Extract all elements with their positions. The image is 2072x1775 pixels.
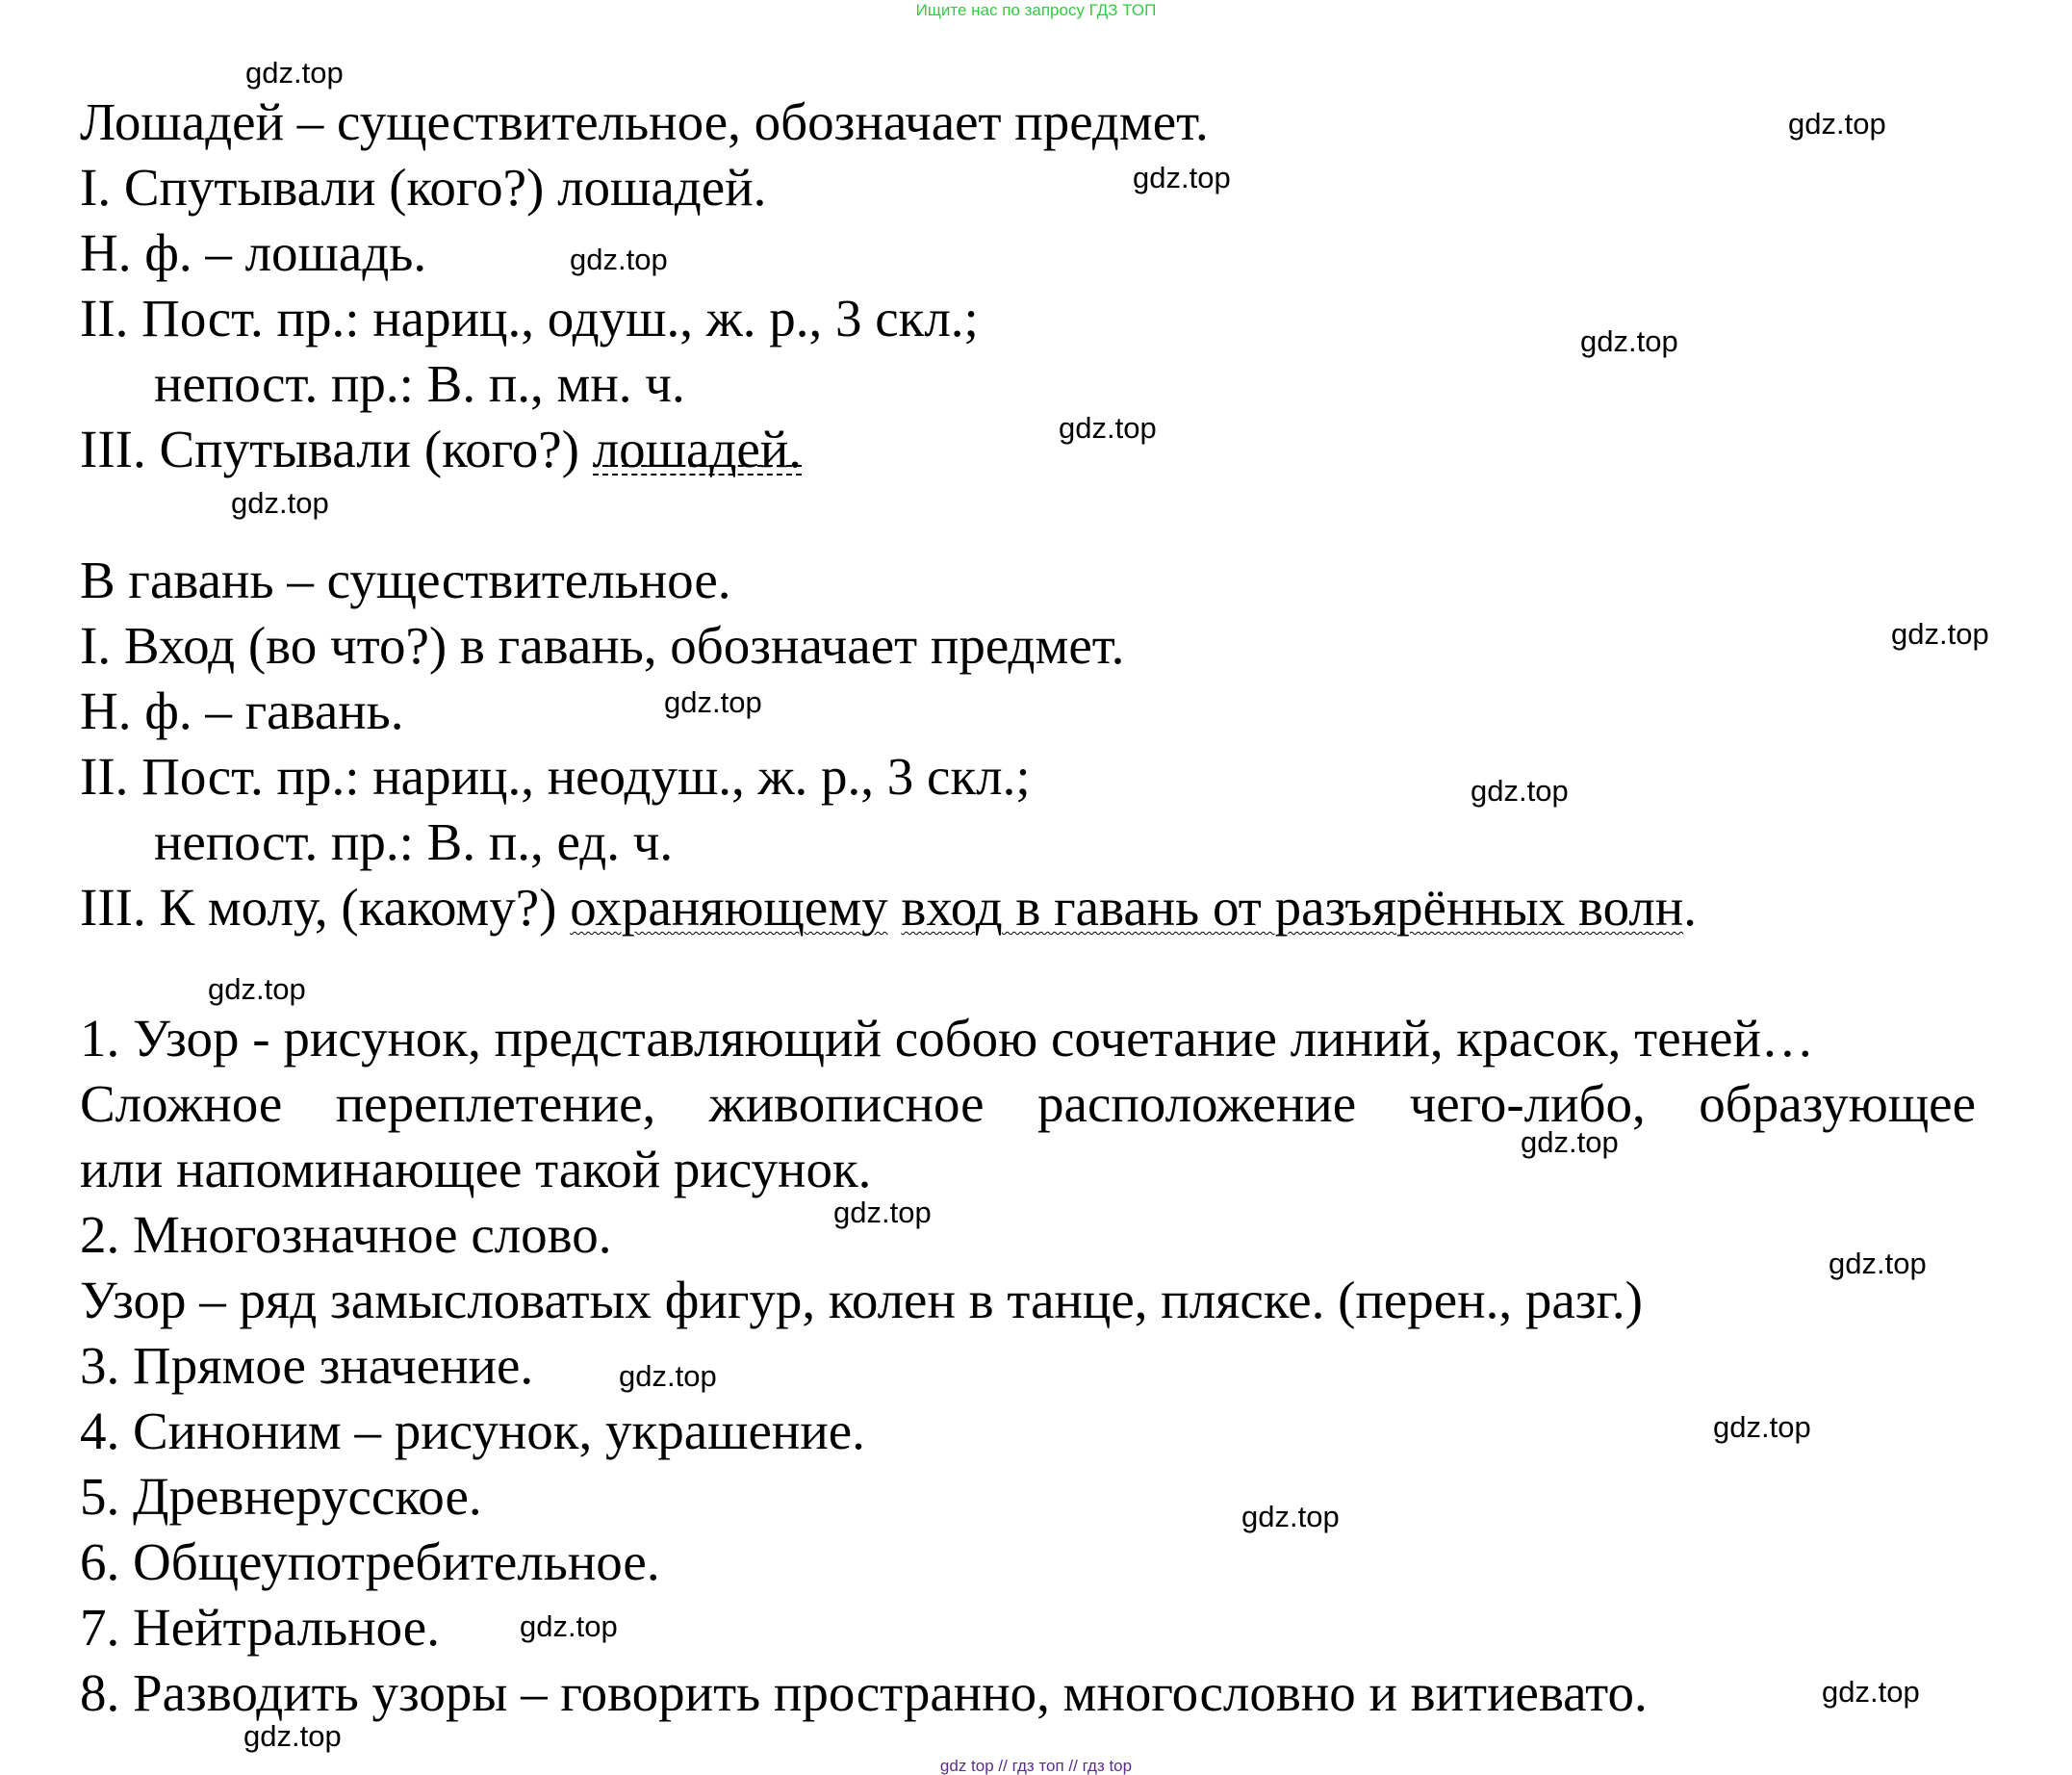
watermark: gdz.top [570, 243, 668, 276]
section2-title: В гавань – существительное. [80, 551, 731, 609]
watermark: gdz.top [1241, 1500, 1340, 1533]
section1-line-5 [80, 420, 802, 479]
wavy-underlined-phrase: вход в гавань от разъярённых волн [901, 878, 1684, 937]
watermark: gdz.top [1059, 411, 1157, 445]
watermark: gdz.top [1133, 161, 1231, 194]
watermark: gdz.top [1713, 1410, 1811, 1444]
section3-item-4: 4. Синоним – рисунок, украшение. [80, 1402, 865, 1460]
section3-item-7: 7. Нейтральное. [80, 1598, 440, 1657]
section1-line-5-prefix: III. Спутывали (кого?) [80, 420, 593, 478]
watermark: gdz.top [1829, 1247, 1927, 1280]
top-banner: Ищите нас по запросу ГДЗ ТОП [915, 1, 1157, 19]
section3-item-6: 6. Общеупотребительное. [80, 1532, 660, 1591]
watermark: gdz.top [1822, 1675, 1920, 1709]
wavy-underlined-word: охраняющему [570, 878, 888, 937]
watermark: gdz.top [243, 1719, 342, 1753]
section2-line-4: непост. пр.: В. п., ед. ч. [154, 812, 674, 871]
section2-line-1: I. Вход (во что?) в гавань, обозначает предмет. [80, 616, 1125, 675]
section3-item-1-line-1: 1. Узор - рисунок, представляющий собою сочетание линий, красок, теней… [80, 1009, 1814, 1068]
watermark: gdz.top [1521, 1125, 1619, 1159]
watermark: gdz.top [231, 486, 329, 520]
watermark: gdz.top [1891, 617, 1989, 651]
watermark: gdz.top [1788, 107, 1886, 141]
watermark: gdz.top [208, 972, 306, 1006]
section2-line-5-prefix: III. К молу, (какому?) [80, 878, 571, 937]
watermark: gdz.top [245, 56, 344, 90]
section1-line-3: II. Пост. пр.: нариц., одуш., ж. р., 3 скл.; [80, 289, 979, 347]
section1-line-2: Н. ф. – лошадь. [80, 223, 427, 282]
bottom-banner: gdz top // гдз топ // гдз top [939, 1757, 1133, 1775]
section1-line-4: непост. пр.: В. п., мн. ч. [154, 354, 685, 413]
section3-item-1-line-2: Сложное переплетение, живописное расположение чего-либо, образующее [80, 1074, 1976, 1133]
section3-item-1-line-3: или напоминающее такой рисунок. [80, 1140, 872, 1198]
watermark: gdz.top [1471, 774, 1569, 808]
section3-item-2-detail: Узор – ряд замысловатых фигур, колен в танце, пляске. (перен., разг.) [80, 1271, 1643, 1329]
watermark: gdz.top [664, 685, 762, 719]
watermark: gdz.top [1580, 324, 1678, 358]
section2-line-2: Н. ф. – гавань. [80, 682, 404, 740]
section1-line-1: I. Спутывали (кого?) лошадей. [80, 158, 767, 217]
section3-item-3: 3. Прямое значение. [80, 1336, 534, 1395]
watermark: gdz.top [520, 1609, 618, 1643]
section1-title: Лошадей – существительное, обозначает предмет. [80, 92, 1209, 151]
watermark: gdz.top [619, 1359, 717, 1393]
section3-item-8: 8. Разводить узоры – говорить пространно, многословно и витиевато. [80, 1663, 1648, 1722]
watermark: gdz.top [833, 1196, 932, 1229]
section2-line-5-end: . [1683, 878, 1697, 937]
section3-item-2: 2. Многозначное слово. [80, 1205, 612, 1264]
section2-line-5 [80, 878, 1697, 938]
section3-item-5: 5. Древнерусское. [80, 1467, 482, 1526]
underlined-word: лошадей. [592, 420, 803, 478]
section2-line-3: II. Пост. пр.: нариц., неодуш., ж. р., 3 скл.; [80, 747, 1031, 806]
